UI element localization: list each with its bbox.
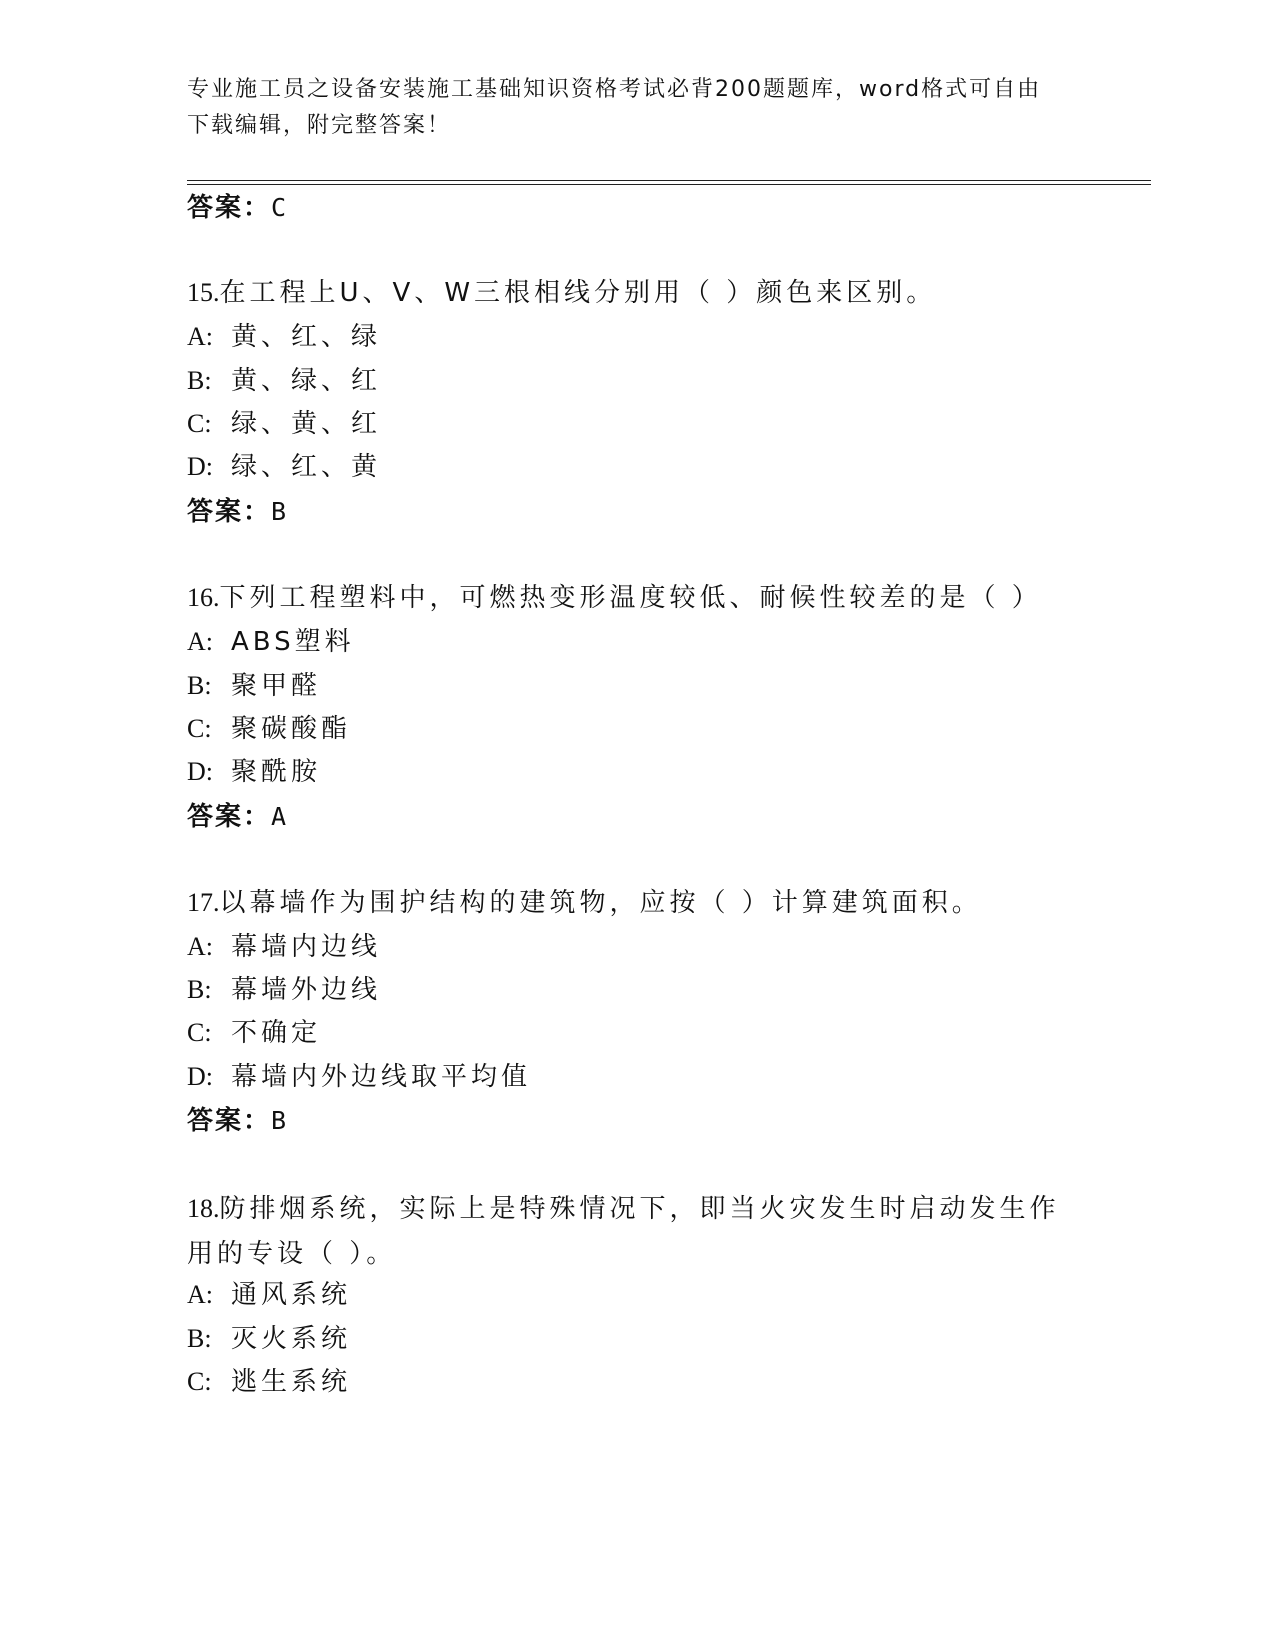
option-key: A:	[187, 932, 213, 961]
option-text: 聚酰胺	[231, 757, 322, 787]
option-17-c	[187, 1018, 321, 1048]
answer-15	[187, 497, 286, 527]
header-divider-bottom	[187, 184, 1151, 185]
option-17-a	[187, 932, 381, 962]
question-16	[187, 583, 1042, 613]
option-text: 通风系统	[231, 1280, 352, 1310]
option-text: 逃生系统	[231, 1367, 352, 1397]
option-key: A:	[187, 1280, 213, 1309]
header-line-1: 专业施工员之设备安装施工基础知识资格考试必背200题题库，word格式可自由	[187, 77, 1042, 102]
answer-label: 答案：	[187, 497, 272, 527]
option-text: 幕墙内外边线取平均值	[231, 1062, 532, 1092]
answer-prev	[187, 193, 286, 223]
option-16-a	[187, 627, 355, 657]
question-text: 下列工程塑料中，可燃热变形温度较低、耐候性较差的是（ ）	[219, 583, 1042, 613]
document-header	[187, 72, 1067, 144]
option-text: 幕墙内边线	[231, 932, 382, 962]
option-15-a	[187, 322, 381, 352]
option-key: B:	[187, 975, 212, 1004]
option-key: A:	[187, 322, 213, 351]
header-divider-top	[187, 180, 1151, 181]
option-key: B:	[187, 1324, 212, 1353]
option-key: C:	[187, 1018, 212, 1047]
option-text: 幕墙外边线	[231, 975, 382, 1005]
question-number: 17.	[187, 888, 220, 917]
option-text: ABS塑料	[231, 627, 355, 657]
option-text: 灭火系统	[231, 1324, 352, 1354]
answer-value: B	[271, 1106, 287, 1135]
option-18-a	[187, 1280, 351, 1310]
option-key: C:	[187, 409, 212, 438]
option-key: B:	[187, 671, 212, 700]
question-number: 18.	[187, 1194, 220, 1223]
answer-value: C	[271, 193, 287, 222]
option-key: B:	[187, 366, 212, 395]
question-text: 在工程上U、V、W三根相线分别用（ ）颜色来区别。	[219, 278, 937, 308]
option-key: A:	[187, 627, 213, 656]
answer-value: B	[271, 497, 287, 526]
question-text: 以幕墙作为围护结构的建筑物，应按（ ）计算建筑面积。	[219, 888, 982, 918]
question-text: 防排烟系统，实际上是特殊情况下，即当火灾发生时启动发生作用的专设（ ）。	[187, 1194, 1060, 1269]
question-15	[187, 278, 936, 308]
option-16-d	[187, 757, 321, 787]
option-text: 绿、红、黄	[231, 452, 382, 482]
option-18-c	[187, 1367, 351, 1397]
question-number: 15.	[187, 278, 220, 307]
option-17-b	[187, 975, 381, 1005]
answer-label: 答案：	[187, 1106, 272, 1136]
answer-16	[187, 802, 286, 832]
header-line-2: 下载编辑，附完整答案！	[187, 113, 452, 138]
option-key: D:	[187, 452, 213, 481]
option-text: 黄、绿、红	[231, 366, 382, 396]
answer-value: A	[271, 802, 287, 831]
option-text: 聚碳酸酯	[231, 714, 352, 744]
option-key: D:	[187, 757, 213, 786]
option-15-d	[187, 452, 381, 482]
option-15-b	[187, 366, 381, 396]
option-17-d	[187, 1062, 531, 1092]
answer-17	[187, 1106, 286, 1136]
option-key: C:	[187, 714, 212, 743]
option-key: D:	[187, 1062, 213, 1091]
question-17	[187, 888, 982, 918]
option-16-c	[187, 714, 351, 744]
option-text: 聚甲醛	[231, 671, 322, 701]
option-16-b	[187, 671, 321, 701]
answer-label: 答案：	[187, 193, 272, 223]
question-number: 16.	[187, 583, 220, 612]
option-text: 绿、黄、红	[231, 409, 382, 439]
option-text: 黄、红、绿	[231, 322, 382, 352]
answer-label: 答案：	[187, 802, 272, 832]
option-18-b	[187, 1324, 351, 1354]
question-18	[187, 1186, 1067, 1277]
option-key: C:	[187, 1367, 212, 1396]
option-15-c	[187, 409, 381, 439]
option-text: 不确定	[231, 1018, 322, 1048]
